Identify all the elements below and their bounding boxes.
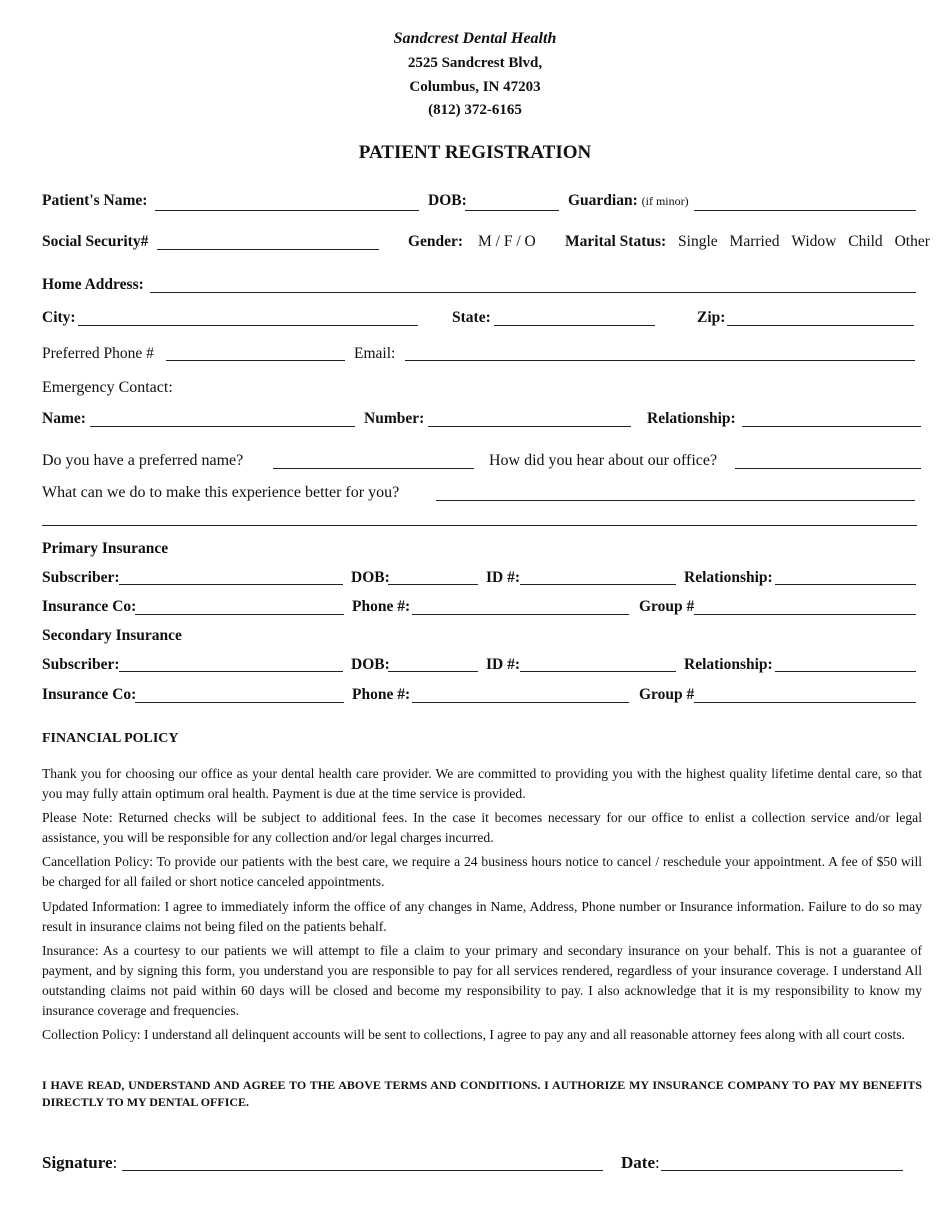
home-address-label: Home Address: bbox=[42, 276, 144, 293]
preferred-name-question: Do you have a preferred name? bbox=[42, 452, 244, 469]
preferred-phone-label: Preferred Phone # bbox=[42, 345, 154, 362]
practice-street: 2525 Sandcrest Blvd, bbox=[407, 55, 543, 71]
primary-relationship-field[interactable] bbox=[775, 584, 916, 585]
guardian-note: (if minor) bbox=[641, 194, 689, 208]
email-label: Email: bbox=[354, 345, 396, 362]
secondary-company-label: Insurance Co: bbox=[42, 686, 137, 703]
primary-id-label: ID #: bbox=[486, 569, 521, 586]
policy-paragraph-insurance: Insurance: As a courtesy to our patients we will attempt to file a claim to your primary and secondary insurance on your behalf. This is not a guarantee of payment, and by signing this form, you understand you are responsible to pay for all services rendered, regardless of your insurance coverage. I understand All outstanding claims not paid within 60 days will be closed and become my responsibility to pay. I also acknowledge that it is my responsibility to know my insurance coverage and frequencies. bbox=[42, 943, 922, 1018]
state-field[interactable] bbox=[494, 325, 655, 326]
hear-about-field[interactable] bbox=[735, 468, 921, 469]
policy-paragraph-collection: Collection Policy: I understand all delinquent accounts will be sent to collections, I agree to pay any and all reasonable attorney fees along with all court costs. bbox=[42, 1027, 905, 1042]
emergency-number-field[interactable] bbox=[428, 426, 631, 427]
city-label: City: bbox=[42, 309, 76, 326]
preferred-phone-field[interactable] bbox=[166, 360, 345, 361]
hear-about-question: How did you hear about our office? bbox=[489, 452, 718, 469]
marital-option-other[interactable]: Other bbox=[894, 233, 930, 250]
primary-dob-label: DOB: bbox=[351, 569, 390, 586]
policy-paragraph-welcome: Thank you for choosing our office as your dental health care provider. We are committed to providing you with the highest quality lifetime dental care, so that you may fully attain optimum oral health. Payment is due at the time service is provided. bbox=[42, 766, 922, 801]
primary-relationship-label: Relationship: bbox=[684, 569, 773, 586]
preferred-name-field[interactable] bbox=[273, 468, 474, 469]
agreement-statement: I HAVE READ, UNDERSTAND AND AGREE TO THE ABOVE TERMS AND CONDITIONS. I AUTHORIZE MY INSURANCE COMPANY TO PAY MY BENEFITS DIRECTLY TO MY DENTAL OFFICE. bbox=[42, 1078, 922, 1109]
secondary-group-field[interactable] bbox=[694, 702, 916, 703]
primary-subscriber-label: Subscriber: bbox=[42, 569, 120, 586]
city-field[interactable] bbox=[78, 325, 418, 326]
date-field[interactable] bbox=[661, 1170, 903, 1171]
primary-group-label: Group # bbox=[639, 598, 695, 615]
marital-option-child[interactable]: Child bbox=[848, 233, 883, 250]
policy-paragraph-cancellation: Cancellation Policy: To provide our patients with the best care, we require a 24 business hours notice to cancel / reschedule your appointment. A fee of $50 will be charged for all failed or short notice canceled appointments. bbox=[42, 854, 922, 889]
emergency-name-label: Name: bbox=[42, 410, 86, 427]
secondary-insurance-heading: Secondary Insurance bbox=[42, 627, 182, 644]
state-label: State: bbox=[452, 309, 491, 326]
emergency-name-field[interactable] bbox=[90, 426, 355, 427]
primary-subscriber-field[interactable] bbox=[119, 584, 343, 585]
date-label: Date: bbox=[621, 1153, 660, 1172]
zip-field[interactable] bbox=[727, 325, 914, 326]
secondary-id-label: ID #: bbox=[486, 656, 521, 673]
primary-phone-field[interactable] bbox=[412, 614, 629, 615]
primary-id-field[interactable] bbox=[520, 584, 676, 585]
practice-city-state-zip: Columbus, IN 47203 bbox=[409, 79, 541, 95]
gender-label: Gender: bbox=[408, 233, 464, 250]
form-title: PATIENT REGISTRATION bbox=[358, 142, 592, 163]
email-field[interactable] bbox=[405, 360, 915, 361]
ssn-label: Social Security# bbox=[42, 233, 149, 250]
emergency-number-label: Number: bbox=[364, 410, 425, 427]
emergency-contact-heading: Emergency Contact: bbox=[42, 379, 173, 396]
zip-label: Zip: bbox=[697, 309, 726, 326]
experience-question: What can we do to make this experience better for you? bbox=[42, 484, 400, 501]
patient-name-field[interactable] bbox=[155, 210, 419, 211]
patient-name-label: Patient's Name: bbox=[42, 192, 148, 209]
experience-field-line-1[interactable] bbox=[436, 500, 915, 501]
practice-name: Sandcrest Dental Health bbox=[393, 30, 557, 47]
experience-field-line-2[interactable] bbox=[42, 525, 917, 526]
financial-policy-heading: FINANCIAL POLICY bbox=[42, 731, 179, 746]
gender-options[interactable]: M / F / O bbox=[478, 233, 536, 250]
secondary-phone-field[interactable] bbox=[412, 702, 629, 703]
primary-dob-field[interactable] bbox=[388, 584, 478, 585]
policy-paragraph-returned-checks: Please Note: Returned checks will be subject to additional fees. In the case it becomes necessary for our office to enlist a collection service and/or legal assistance, you will be responsible for any collection and/or legal charges incurred. bbox=[42, 810, 922, 845]
secondary-company-field[interactable] bbox=[135, 702, 344, 703]
marital-status-label: Marital Status: Single Married Widow Child Other bbox=[565, 233, 930, 250]
secondary-subscriber-field[interactable] bbox=[119, 671, 343, 672]
practice-phone: (812) 372-6165 bbox=[428, 102, 522, 118]
primary-phone-label: Phone #: bbox=[352, 598, 411, 615]
signature-field[interactable] bbox=[122, 1170, 603, 1171]
secondary-relationship-field[interactable] bbox=[775, 671, 916, 672]
marital-option-married[interactable]: Married bbox=[729, 233, 780, 250]
emergency-relationship-field[interactable] bbox=[742, 426, 921, 427]
primary-group-field[interactable] bbox=[694, 614, 916, 615]
secondary-dob-field[interactable] bbox=[388, 671, 478, 672]
ssn-field[interactable] bbox=[157, 249, 379, 250]
emergency-relationship-label: Relationship: bbox=[647, 410, 736, 427]
secondary-id-field[interactable] bbox=[520, 671, 676, 672]
policy-paragraph-updated-information: Updated Information: I agree to immediately inform the office of any changes in Name, Address, Phone number or Insurance information. Failure to do so may result in insurance claims not being filed on the patients behalf. bbox=[42, 899, 922, 934]
marital-option-single[interactable]: Single bbox=[678, 233, 718, 250]
primary-company-label: Insurance Co: bbox=[42, 598, 137, 615]
secondary-group-label: Group # bbox=[639, 686, 695, 703]
primary-insurance-heading: Primary Insurance bbox=[42, 540, 169, 557]
guardian-label: Guardian: (if minor) bbox=[568, 192, 689, 209]
primary-company-field[interactable] bbox=[135, 614, 344, 615]
secondary-relationship-label: Relationship: bbox=[684, 656, 773, 673]
secondary-subscriber-label: Subscriber: bbox=[42, 656, 120, 673]
signature-label: Signature: bbox=[42, 1153, 118, 1172]
home-address-field[interactable] bbox=[150, 292, 916, 293]
patient-dob-label: DOB: bbox=[428, 192, 467, 209]
secondary-phone-label: Phone #: bbox=[352, 686, 411, 703]
guardian-field[interactable] bbox=[694, 210, 916, 211]
secondary-dob-label: DOB: bbox=[351, 656, 390, 673]
marital-option-widow[interactable]: Widow bbox=[791, 233, 837, 250]
patient-dob-field[interactable] bbox=[465, 210, 559, 211]
